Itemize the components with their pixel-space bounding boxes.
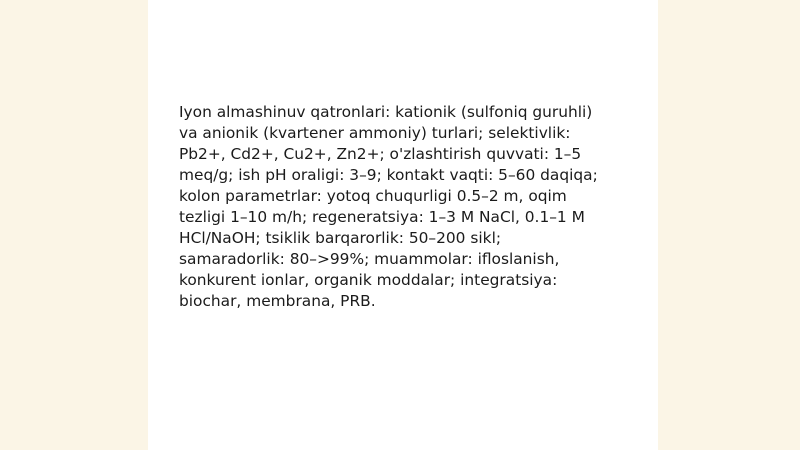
document-page <box>148 0 658 450</box>
left-margin <box>0 0 148 450</box>
right-margin <box>658 0 800 450</box>
body-paragraph: Iyon almashinuv qatronlari: kationik (sulfoniq guruhli) va anionik (kvartener ammoniy) turlari; selektivlik: Pb2+, Cd2+, Cu2+, Zn2+; o'zlashtirish quvvati: 1–5 meq/g; ish pH oraligi: 3–9; kontakt vaqti: 5–60 daqiqa; kolon parametrlar: yotoq chuqurligi 0.5–2 m, oqim tezligi 1–10 m/h; regeneratsiya: 1–3 M NaCl, 0.1–1 M HCl/NaOH; tsiklik barqarorlik: 50–200 sikl; samaradorlik: 80–>99%; muammolar: ifloslanish, konkurent ionlar, organik moddalar; integratsiya: biochar, membrana, PRB. <box>179 103 598 310</box>
